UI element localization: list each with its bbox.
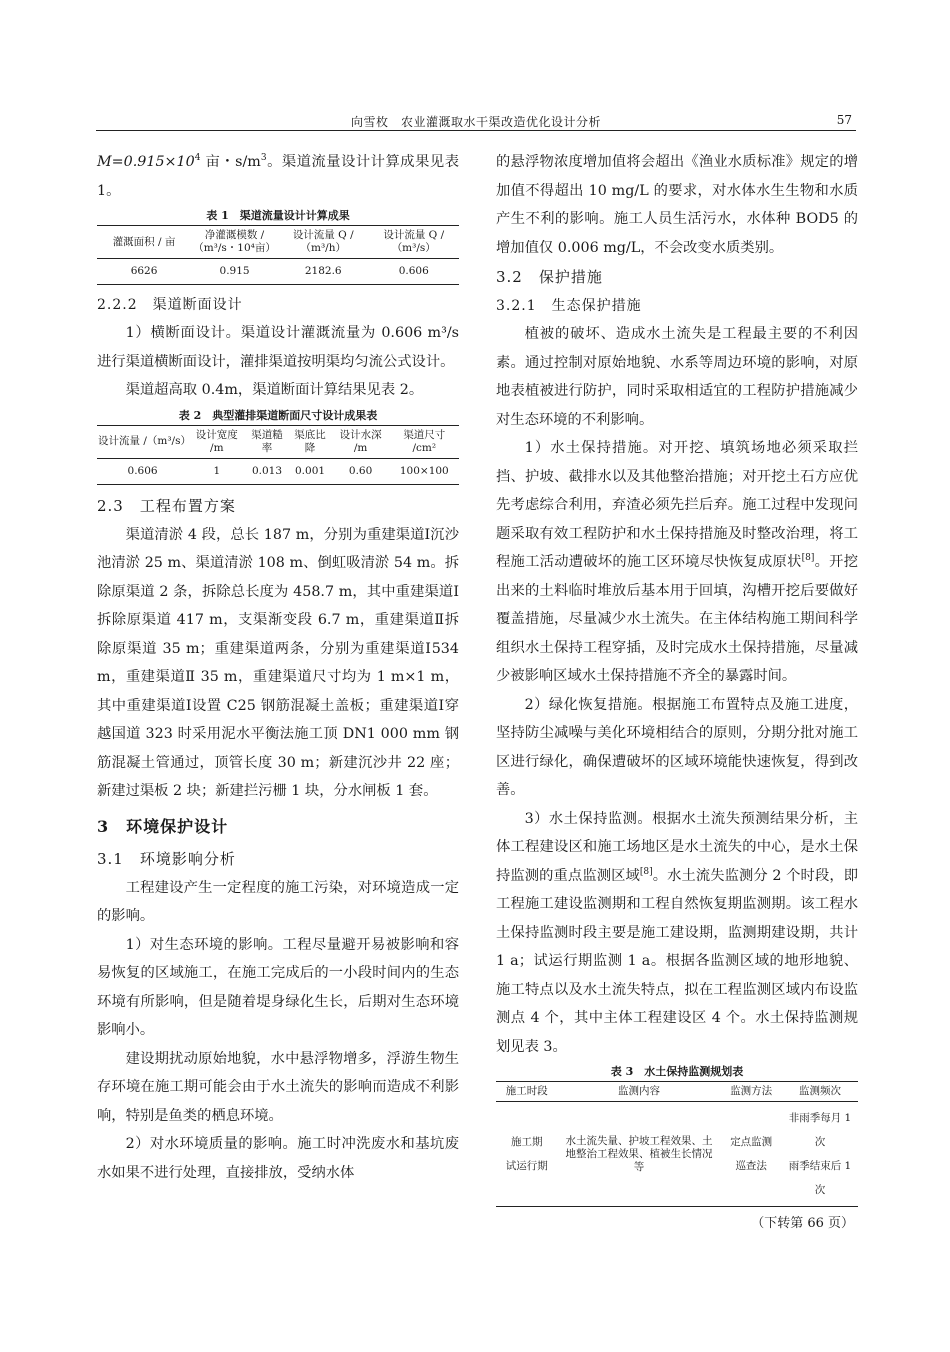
heading-3: 3 环境保护设计 xyxy=(97,816,229,836)
paragraph: 的悬浮物浓度增加值将会超出《渔业水质标准》规定的增加值不得超出 10 mg/L 的要求，对水体水生生物和水质产生不利的影响。施工人员生活污水，水体种 BOD5 的增加值仅 0.006 mg/L，不会改变水质类别。 xyxy=(496,154,858,256)
paragraph: 建设期扰动原始地貌，水中悬浮物增多，浮游生物生存环境在施工期可能会由于水土流失的影响而造成不利影响，特别是鱼类的栖息环境。 xyxy=(97,1050,459,1124)
table-cell xyxy=(496,1102,558,1207)
paragraph: 植被的破坏、造成水土流失是工程最主要的不利因素。通过控制对原始地貌、水系等周边环境的影响，对原地表植被进行防护，同时采取相适宜的工程防护措施减少对生态环境的不利影响。 xyxy=(496,326,858,428)
table-2-header: 渠道尺寸 /cm² xyxy=(390,425,459,458)
page-number: 57 xyxy=(836,113,852,127)
table-cell: 0.606 xyxy=(127,464,158,477)
freq-2: 雨季结束后 1 次 xyxy=(788,1160,852,1196)
table-2-header: 设计流量 /（m³/s） xyxy=(97,425,188,458)
paragraph-text: 3）水土保持监测。根据水土流失预测结果分析，主体工程建设区和施工场地区是水土流失的中心，是水土保持监测的重点监测区域 xyxy=(496,810,858,884)
table-2-header: 设计宽度 /m xyxy=(188,425,245,458)
table-3-header: 监测方法 xyxy=(720,1082,782,1102)
left-column xyxy=(97,148,459,1187)
running-title: 向雪枚 农业灌溉取水干渠改造优化设计分析 xyxy=(350,115,601,129)
table-3-header: 监测频次 xyxy=(782,1082,858,1102)
paragraph xyxy=(496,434,858,691)
heading-2-2-2: 2.2.2 渠道断面设计 xyxy=(97,297,243,313)
intro-text: 。渠道流量设计计算成果见表 1。 xyxy=(97,154,459,199)
table-cell: 0.606 xyxy=(398,265,429,277)
table-2-header: 设计水深 /m xyxy=(332,425,390,458)
table-cell: 0.60 xyxy=(348,464,373,477)
paragraph-text: 。水土流失监测分 2 个时段，即工程施工建设监测期和工程自然恢复期监测期。该工程水土保持监测时段主要是施工建设期，监测期建设期，共计 1 a；试运行期监测 1 a。根据各监测区域的地形地貌、施工特点以及水土流失特点，拟在工程监测区域内布设监测点 4 个，其中主体工程建设区 4 个。水土保持监测规划见表 3。 xyxy=(496,867,859,1055)
table-row xyxy=(97,458,459,484)
citation: [8] xyxy=(801,553,815,564)
table-3-header: 施工时段 xyxy=(496,1082,558,1102)
table-1-header: 设计流量 Q /（m³/s） xyxy=(368,226,459,259)
method-2: 巡查法 xyxy=(735,1160,767,1172)
table-2-header: 渠底比降 xyxy=(289,425,332,458)
table-2-caption: 表 2 典型灌排渠道断面尺寸设计成果表 xyxy=(178,408,378,422)
paragraph: 工程建设产生一定程度的施工污染，对环境造成一定的影响。 xyxy=(97,879,459,924)
table-1-header: 设计流量 Q /（m³/h） xyxy=(278,226,369,259)
paragraph xyxy=(496,805,858,1062)
table-cell xyxy=(782,1102,858,1207)
citation: [8] xyxy=(639,866,653,877)
table-3-header: 监测内容 xyxy=(558,1082,721,1102)
table-3-caption: 表 3 水土保持监测规划表 xyxy=(610,1065,744,1078)
table-cell: 0.013 xyxy=(251,464,282,477)
table-3-grid xyxy=(496,1081,858,1207)
table-row xyxy=(97,259,459,285)
paragraph: 2）绿化恢复措施。根据施工布置特点及施工进度，坚持防尘减噪与美化环境相结合的原则，分期分批对施工区进行绿化，确保遭破坏的区域环境能快速恢复，得到改善。 xyxy=(496,696,858,798)
table-row xyxy=(496,1102,858,1207)
table-1-grid xyxy=(97,225,459,285)
table-cell: 2182.6 xyxy=(304,265,342,277)
table-cell xyxy=(720,1102,782,1207)
table-1 xyxy=(97,207,459,285)
heading-3-1: 3.1 环境影响分析 xyxy=(97,849,236,868)
exponent-2: 3 xyxy=(260,153,267,164)
table-cell: 0.915 xyxy=(219,265,250,277)
heading-3-2-1: 3.2.1 生态保护措施 xyxy=(496,298,642,314)
intro-paragraph xyxy=(97,148,459,205)
right-column xyxy=(496,148,858,1235)
paragraph-text: 1）水土保持措施。对开挖、填筑场地必须采取拦挡、护坡、截排水以及其他整治措施；对开挖土石方应优先考虑综合利用，弃渣必须先拦后弃。施工过程中发现问题采取有效工程防护和水土保持措施及时整改治理，将工程施工活动遭破坏的施工区环境尽快恢复成原状 xyxy=(496,440,858,570)
heading-2-3: 2.3 工程布置方案 xyxy=(97,496,236,515)
table-cell: 1 xyxy=(213,464,221,477)
table-3 xyxy=(496,1063,858,1207)
period-2: 试运行期 xyxy=(505,1160,548,1172)
heading-3-2: 3.2 保护措施 xyxy=(496,268,603,286)
paragraph: 渠道清淤 4 段，总长 187 m，分别为重建渠道Ⅰ沉沙池清淤 25 m、渠道清淤 108 m、倒虹吸清淤 54 m。拆除原渠道 2 条，拆除总长度为 458.7 m，其中重建渠道Ⅰ拆除原渠道 417 m，支渠渐变段 6.7 m，重建渠道Ⅱ拆除原渠道 35 m；重建渠道两条，分别为重建渠道Ⅰ534 m，重建渠道Ⅱ 35 m，重建渠道尺寸均为 1 m×1 m，其中重建渠道Ⅰ设置 C25 钢筋混凝土盖板；重建渠道Ⅰ穿越国道 323 时采用泥水平衡法施工顶 DN1 000 mm 钢筋混凝土管通过，顶管长度 30 m；新建沉沙井 22 座；新建过渠板 2 块；新建拦污栅 1 块，分水闸板 1 套。 xyxy=(97,526,459,799)
formula-unit: 亩・s/m xyxy=(200,154,261,170)
freq-1: 非雨季每月 1 次 xyxy=(788,1112,852,1148)
table-cell: 6626 xyxy=(130,265,158,277)
table-1-caption: 表 1 渠道流量设计计算成果 xyxy=(206,209,350,222)
paragraph: 1）横断面设计。渠道设计灌溉流量为 0.606 m³/s 进行渠道横断面设计，灌排渠道按明渠均匀流公式设计。 xyxy=(97,325,459,370)
paragraph-text: 。开挖出来的土料临时堆放后基本用于回填，沟槽开挖后要做好覆盖措施，尽量减少水土流失。在主体结构施工期间科学组织水土保持工程穿插，及时完成水土保持措施，尽量减少被影响区域水土保持措施不齐全的暴露时间。 xyxy=(496,554,858,684)
table-cell: 100×100 xyxy=(399,464,449,477)
paragraph: 渠道超高取 0.4m，渠道断面计算结果见表 2。 xyxy=(125,382,424,398)
table-2 xyxy=(97,407,459,485)
table-2-header: 渠道糙率 xyxy=(245,425,288,458)
formula-text: M=0.915×10 xyxy=(97,154,195,170)
continued-note: （下转第 66 页） xyxy=(751,1216,854,1231)
period-1: 施工期 xyxy=(511,1136,543,1148)
table-cell: 0.001 xyxy=(295,464,326,477)
running-header xyxy=(96,113,856,131)
paragraph: 1）对生态环境的影响。工程尽量避开易被影响和容易恢复的区域施工，在施工完成后的一小段时间内的生态环境有所影响，但是随着堤身绿化生长，后期对生态环境影响小。 xyxy=(97,936,459,1038)
table-cell: 水土流失量、护坡工程效果、土地整治工程效果、植被生长情况等 xyxy=(565,1134,713,1173)
table-2-grid xyxy=(97,425,459,485)
paragraph: 2）对水环境质量的影响。施工时冲洗废水和基坑废水如果不进行处理，直接排放，受纳水体 xyxy=(97,1136,459,1181)
table-1-header: 灌溉面积 / 亩 xyxy=(97,226,191,259)
table-1-header: 净灌溉模数 /（m³/s・10⁴亩） xyxy=(191,226,278,259)
exponent: 4 xyxy=(194,153,201,164)
method-1: 定点监测 xyxy=(730,1136,773,1148)
